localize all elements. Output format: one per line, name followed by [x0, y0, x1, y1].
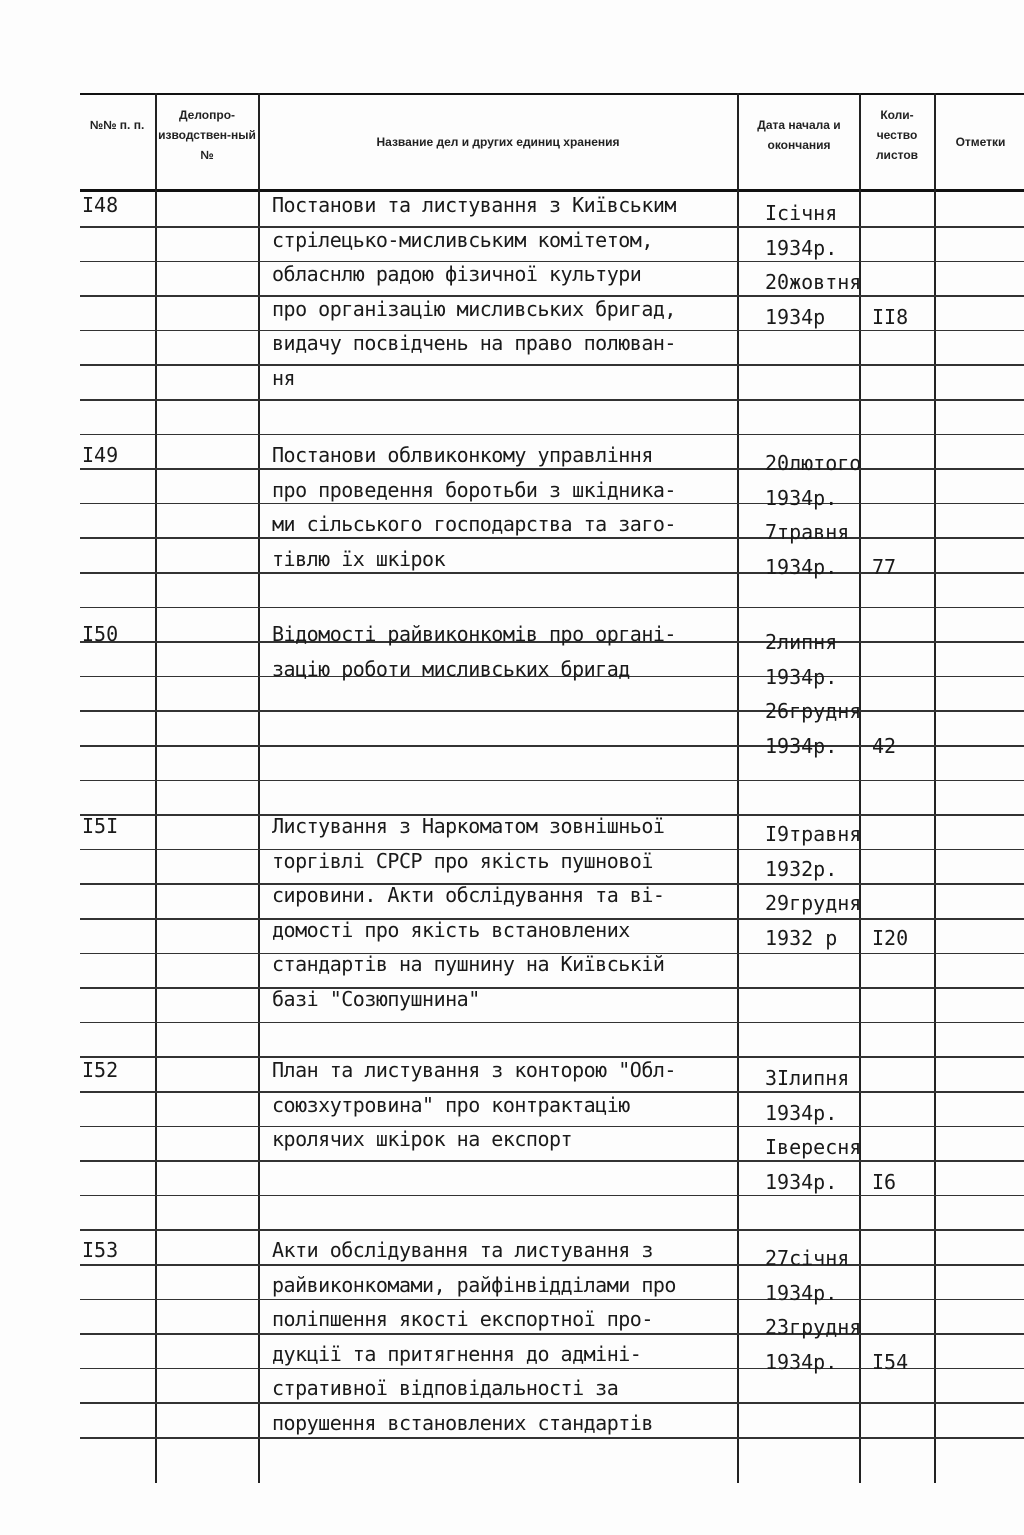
entry-sheet-count: I54: [872, 1349, 909, 1374]
entry-title-line: сировини. Акти обслідування та ві-: [272, 883, 665, 908]
entry-date-line: 2липня: [765, 630, 838, 654]
header-count: Коли-чество листов: [875, 108, 919, 162]
column-divider: [859, 93, 861, 1483]
table-row-rule: [80, 780, 1024, 782]
table-row-rule: [80, 503, 1024, 505]
entry-title-line: кролячих шкірок на експорт: [272, 1127, 573, 1152]
entry-sheet-count: 42: [872, 733, 897, 758]
entry-title-line: райвиконкомами, райфінвідділами про: [272, 1272, 676, 1297]
entry-title-line: базі "Созюпушнина": [272, 987, 480, 1011]
table-row-rule: [80, 1229, 1024, 1231]
entry-title-line: стандартів на пушнину на Київській: [272, 952, 665, 977]
entry-date-line: 1934р.: [765, 1280, 838, 1305]
entry-date-line: 20лютого: [765, 451, 862, 475]
table-row-rule: [80, 1402, 1024, 1404]
table-row-rule: [80, 1333, 1024, 1335]
entry-date-line: 1934р.: [765, 1349, 838, 1374]
entry-date-line: I9травня: [765, 822, 862, 846]
header-num: №№ п. п.: [89, 118, 145, 132]
entry-date-line: 1934р.: [765, 1169, 838, 1194]
table-row-rule: [80, 710, 1024, 712]
column-divider: [258, 93, 260, 1483]
entry-date-line: 27січня: [765, 1246, 850, 1270]
table-row-rule: [80, 1264, 1024, 1266]
entry-date-line: 1934р.: [765, 1100, 838, 1125]
entry-date-line: 1934р.: [765, 485, 838, 510]
entry-date-line: 1934р.: [765, 554, 838, 579]
entry-date-line: 23грудня: [765, 1315, 862, 1340]
table-row-rule: [80, 399, 1024, 401]
entry-title-line: про проведення боротьби з шкідника-: [272, 477, 676, 502]
table-row-rule: [80, 1022, 1024, 1024]
header-top-rule: [80, 93, 1024, 95]
entry-date-line: Івересня: [765, 1135, 862, 1160]
entry-title-line: торгівлі СРСР про якість пушнової: [272, 848, 653, 873]
header-remarks: Отметки: [955, 135, 1006, 149]
column-divider: [737, 93, 739, 1483]
table-row-rule: [80, 607, 1024, 609]
entry-title-line: тівлю їх шкірок: [272, 546, 446, 571]
entry-sheet-count: II8: [872, 304, 909, 329]
entry-sheet-count: I20: [872, 925, 909, 950]
entry-title-line: дукції та притягнення до адміні-: [272, 1341, 642, 1366]
entry-title-line: План та листування з конторою "Обл-: [272, 1058, 676, 1082]
entry-number: I48: [82, 193, 119, 217]
header-delo: Делопро-изводствен-ный №: [158, 108, 256, 162]
header-title: Название дел и других единиц хранения: [376, 135, 620, 149]
entry-number: I49: [82, 443, 119, 467]
entry-title-line: Листування з Наркоматом зовнішньої: [272, 814, 665, 838]
entry-title-line: Постанови облвиконкому управління: [272, 443, 653, 467]
entry-number: I5I: [82, 814, 119, 838]
entry-title-line: поліпшення якості експортної про-: [272, 1307, 653, 1332]
entry-title-line: обласнлю радою фізичної культури: [272, 262, 642, 287]
entry-title-line: ми сільського господарства та заго-: [272, 512, 676, 537]
table-row-rule: [80, 1160, 1024, 1162]
entry-date-line: 1932р.: [765, 856, 838, 881]
entry-title-line: стрілецько-мисливським комітетом,: [272, 227, 653, 252]
entry-date-line: 7травня: [765, 520, 850, 545]
table-row-rule: [80, 1195, 1024, 1197]
entry-date-line: 1932 р: [765, 925, 838, 950]
table-row-rule: [80, 364, 1024, 366]
entry-date-line: 26грудня: [765, 699, 862, 724]
entry-date-line: 3Ілипня: [765, 1066, 850, 1090]
entry-date-line: 20жовтня: [765, 270, 862, 295]
table-row-rule: [80, 987, 1024, 989]
entry-title-line: стративної відповідальності за: [272, 1376, 619, 1401]
entry-title-line: домості про якість встановлених: [272, 917, 630, 942]
entry-date-line: 29грудня: [765, 891, 862, 916]
entry-title-line: про організацію мисливських бригад,: [272, 296, 676, 321]
entry-number: I50: [82, 622, 119, 646]
entry-sheet-count: I6: [872, 1169, 897, 1194]
entry-title-line: Акти обслідування та листування з: [272, 1238, 653, 1262]
entry-title-line: Постанови та листування з Київським: [272, 193, 676, 217]
table-row-rule: [80, 1299, 1024, 1301]
header-dates: Дата начала и окончания: [757, 118, 841, 152]
entry-title-line: союзхутровина" про контрактацію: [272, 1092, 630, 1117]
entry-title-line: зацію роботи мисливських бригад: [272, 656, 630, 681]
entry-title-line: Відомості райвиконкомів про органі-: [272, 622, 676, 646]
table-row-rule: [80, 1437, 1024, 1439]
entry-date-line: Ісічня: [765, 201, 838, 225]
entry-title-line: порушення встановлених стандартів: [272, 1411, 653, 1435]
entry-title-line: ня: [272, 366, 296, 390]
table-row-rule: [80, 468, 1024, 470]
table-row-rule: [80, 537, 1024, 539]
entry-number: I53: [82, 1238, 119, 1262]
entry-sheet-count: 77: [872, 554, 897, 579]
entry-date-line: 1934р.: [765, 664, 838, 689]
entry-date-line: 1934р: [765, 304, 826, 329]
entry-date-line: 1934р.: [765, 733, 838, 758]
entry-title-line: видачу посвідчень на право полюван-: [272, 331, 676, 356]
header-bottom-rule: [80, 189, 1024, 192]
entry-date-line: 1934р.: [765, 235, 838, 260]
entry-number: I52: [82, 1058, 119, 1082]
column-divider: [934, 93, 936, 1483]
column-divider: [155, 93, 157, 1483]
table-row-rule: [80, 434, 1024, 436]
